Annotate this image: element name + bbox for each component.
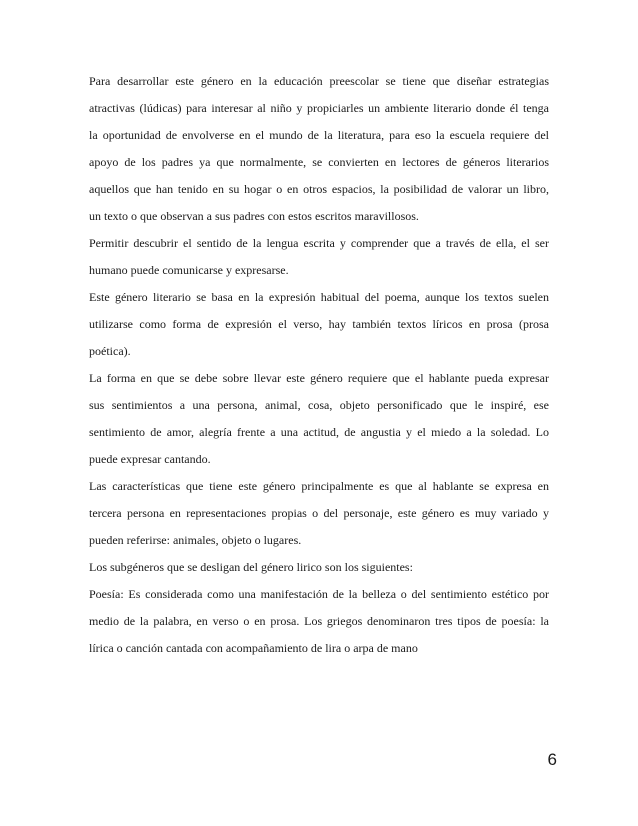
text-line: poética). — [89, 344, 131, 358]
body-text — [89, 68, 549, 662]
text-line: un texto o que observan a sus padres con estos escritos maravillosos. — [89, 209, 419, 223]
text-line: medio de la palabra, en verso o en prosa. Los griegos denominaron tres tipos de poesía: la — [89, 614, 549, 628]
text-line: La forma en que se debe sobre llevar este género requiere que el hablante pueda expresar — [89, 371, 549, 385]
text-line: Permitir descubrir el sentido de la lengua escrita y comprender que a través de ella, el ser — [89, 236, 549, 250]
text-line: Los subgéneros que se desligan del género lirico son los siguientes: — [89, 560, 413, 574]
text-line: sentimiento de amor, alegría frente a una actitud, de angustia y el miedo a la soledad. Lo — [89, 425, 549, 439]
page-number: 6 — [547, 750, 557, 769]
text-line: puede expresar cantando. — [89, 452, 211, 466]
text-line: apoyo de los padres ya que normalmente, se convierten en lectores de géneros literarios — [89, 155, 549, 169]
text-line: Las características que tiene este género principalmente es que al hablante se expresa en — [89, 479, 549, 493]
text-line: aquellos que han tenido en su hogar o en otros espacios, la posibilidad de valorar un libro, — [89, 182, 549, 196]
text-line: pueden referirse: animales, objeto o lugares. — [89, 533, 302, 547]
text-line: tercera persona en representaciones propias o del personaje, este género es muy variado y — [89, 506, 549, 520]
text-line: Poesía: Es considerada como una manifestación de la belleza o del sentimiento estético por — [89, 587, 549, 601]
text-line: Para desarrollar este género en la educación preescolar se tiene que diseñar estrategias — [89, 74, 549, 88]
text-line: utilizarse como forma de expresión el verso, hay también textos líricos en prosa (prosa — [89, 317, 549, 331]
text-line: atractivas (lúdicas) para interesar al niño y propiciarles un ambiente literario donde él tenga — [89, 101, 549, 115]
text-line: sus sentimientos a una persona, animal, cosa, objeto personificado que le inspiré, ese — [89, 398, 549, 412]
text-line: humano puede comunicarse y expresarse. — [89, 263, 289, 277]
text-line: Este género literario se basa en la expresión habitual del poema, aunque los textos suelen — [89, 290, 549, 304]
text-line: la oportunidad de envolverse en el mundo de la literatura, para eso la escuela requiere del — [89, 128, 549, 142]
text-line: lírica o canción cantada con acompañamiento de lira o arpa de mano — [89, 641, 418, 655]
